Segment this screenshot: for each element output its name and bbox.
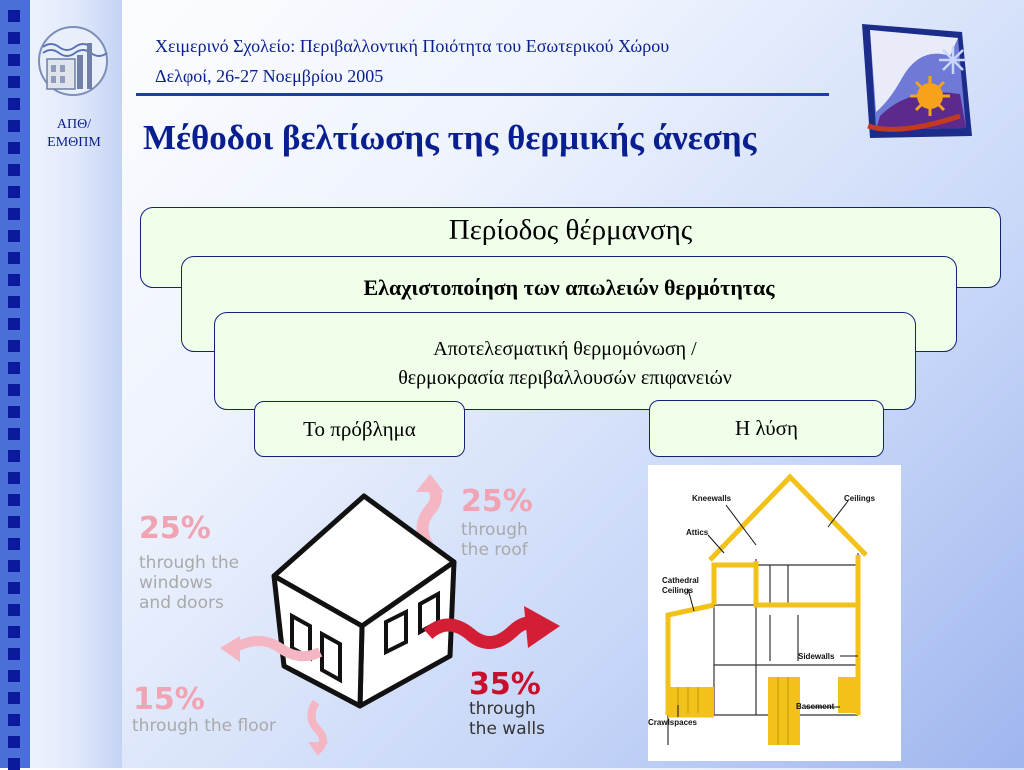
decorative-square <box>8 208 20 220</box>
insulation-diagram <box>648 465 901 761</box>
roof-loss-label-line2: the roof <box>461 540 528 560</box>
windows-loss-label-line1: through the <box>139 553 240 573</box>
roof-loss-label-line1: through <box>461 520 528 540</box>
diagram-label-sidewalls: Sidewalls <box>798 652 835 661</box>
decorative-square <box>8 604 20 616</box>
problem-button[interactable]: Το πρόβλημα <box>254 401 465 457</box>
decorative-square <box>8 428 20 440</box>
header-event-title: Χειμερινό Σχολείο: Περιβαλλοντική Ποιότητα του Εσωτερικού Χώρου <box>155 36 670 56</box>
decorative-square <box>8 10 20 22</box>
decorative-square <box>8 560 20 572</box>
diagram-label-cathedral: Cathedral <box>662 576 699 585</box>
level3-line1: Αποτελεσματική θερμομόνωση / <box>433 338 697 360</box>
decorative-square <box>8 142 20 154</box>
affiliation <box>30 116 118 152</box>
walls-loss-label-line2: the walls <box>469 719 545 739</box>
header-divider <box>136 93 829 96</box>
decorative-square <box>8 714 20 726</box>
decorative-square <box>8 164 20 176</box>
diagram-label-crawlspaces: Crawlspaces <box>648 718 697 727</box>
winter-school-emblem <box>850 16 980 144</box>
windows-loss-label-line2: windows <box>139 573 213 593</box>
insulation-house-drawing <box>648 465 901 761</box>
diagram-label-cathedral-ceilings: Ceilings <box>662 586 694 595</box>
floor-loss-label: through the floor <box>132 716 277 736</box>
decorative-square <box>8 120 20 132</box>
affiliation-line1: ΑΠΘ/ <box>56 117 92 132</box>
header-event-date: Δελφοί, 26-27 Νοεμβρίου 2005 <box>155 66 384 86</box>
decorative-square <box>8 230 20 242</box>
windows-loss-label-line3: and doors <box>139 593 224 613</box>
decorative-square <box>8 340 20 352</box>
diagram-label-kneewalls: Kneewalls <box>692 494 732 503</box>
decorative-square <box>8 406 20 418</box>
diagram-label-basement: Basement <box>796 702 835 711</box>
decorative-square <box>8 472 20 484</box>
decorative-square <box>8 736 20 748</box>
decorative-square <box>8 32 20 44</box>
decorative-square <box>8 648 20 660</box>
level3-box <box>214 312 916 410</box>
level3-text <box>215 335 915 393</box>
decorative-square <box>8 692 20 704</box>
diagram-label-ceilings: Ceilings <box>844 494 876 503</box>
decorative-square <box>8 296 20 308</box>
decorative-square <box>8 98 20 110</box>
decorative-square <box>8 670 20 682</box>
left-decorative-strip <box>0 0 30 768</box>
roof-loss-percent: 25% <box>461 484 533 519</box>
walls-loss-label-line1: through <box>469 699 536 719</box>
decorative-square <box>8 252 20 264</box>
decorative-square <box>8 186 20 198</box>
windows-loss-percent: 25% <box>139 511 211 546</box>
slide-title: Μέθοδοι βελτίωσης της θερμικής άνεσης <box>143 118 757 157</box>
walls-loss-percent: 35% <box>469 667 541 702</box>
decorative-square <box>8 494 20 506</box>
decorative-square <box>8 318 20 330</box>
level3-line2: θερμοκρασία περιβαλλουσών επιφανειών <box>398 367 732 389</box>
decorative-square <box>8 582 20 594</box>
solution-button[interactable]: Η λύση <box>649 400 884 457</box>
walls-loss-label <box>469 699 545 739</box>
level2-minimize-losses: Ελαχιστοποίηση των απωλειών θερμότητας <box>363 275 775 300</box>
decorative-square <box>8 626 20 638</box>
diagram-label-attics: Attics <box>686 528 709 537</box>
level1-heating-period: Περίοδος θέρμανσης <box>448 214 693 246</box>
decorative-square <box>8 362 20 374</box>
decorative-square <box>8 54 20 66</box>
decorative-square <box>8 274 20 286</box>
university-logo <box>33 25 113 97</box>
roof-loss-label <box>461 520 528 560</box>
decorative-square <box>8 538 20 550</box>
affiliation-line2: ΕΜΘΠΜ <box>47 135 101 150</box>
decorative-square <box>8 516 20 528</box>
decorative-square <box>8 76 20 88</box>
decorative-square <box>8 758 20 770</box>
floor-loss-percent: 15% <box>133 682 205 717</box>
decorative-square <box>8 384 20 396</box>
decorative-square <box>8 450 20 462</box>
windows-loss-label <box>139 553 239 613</box>
